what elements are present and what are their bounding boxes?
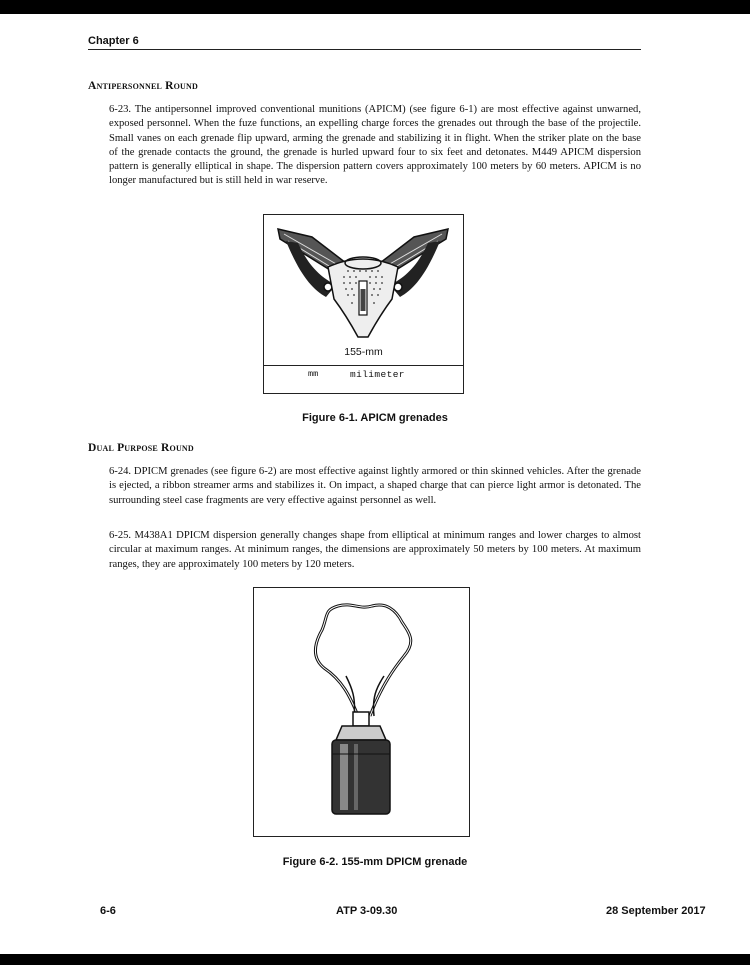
figure-6-1 <box>263 214 464 394</box>
paragraph-6-24: 6-24. DPICM grenades (see figure 6-2) are most effective against lightly armored or thin skinned vehicles. After the grenade is ejected, a ribbon streamer arms and stabilizes it. On impact, a shaped charge that can pierce light armor is detonated. The surrounding steel case fragments are very effective against personnel as well. <box>109 466 641 506</box>
legend-divider <box>264 365 463 366</box>
legend-abbreviation: mm <box>308 369 319 379</box>
paragraph-6-25: 6-25. M438A1 DPICM dispersion generally changes shape from elliptical at minimum ranges and lower charges to almost circular at maximum ranges. At minimum ranges, the dimensions are approximately 50 meters by 100 meters. At maximum ranges, they are approximately 100 meters by 120 meters. <box>109 530 641 570</box>
header-rule <box>88 49 641 50</box>
chapter-header: Chapter 6 <box>88 35 139 47</box>
top-border <box>0 0 750 14</box>
figure-6-2 <box>253 587 470 837</box>
page-number: 6-6 <box>100 905 116 917</box>
figure-6-1-caption: Figure 6-1. APICM grenades <box>302 412 448 424</box>
bottom-border <box>0 954 750 965</box>
figure-6-2-caption: Figure 6-2. 155-mm DPICM grenade <box>282 856 468 868</box>
paragraph-6-23: 6-23. The antipersonnel improved conventional munitions (APICM) (see figure 6-1) are most effective against unwarned, exposed personnel. When the fuze functions, an expelling charge forces the grenades out through the base of the projectile. Small vanes on each grenade flip upward, arming the grenade and stabilizing it in flight. When the striker plate on the base of the grenade contacts the ground, the grenade is hurled upward four to six feet and detonates. M449 APICM dispersion pattern is generally elliptical in shape. The dispersion pattern covers approximately 100 meters by 60 meters. APICM is no longer manufactured but is still held in war reserve. <box>109 104 641 187</box>
publication-date: 28 September 2017 <box>606 905 706 917</box>
dpicm-grenade-illustration <box>254 588 468 835</box>
section-heading-dual-purpose: Dual Purpose Round <box>88 442 194 454</box>
legend-meaning: milimeter <box>350 369 405 380</box>
caliber-label: 155-mm <box>344 346 383 358</box>
apicm-grenade-illustration <box>264 215 462 365</box>
publication-id: ATP 3-09.30 <box>336 905 398 917</box>
section-heading-antipersonnel: Antipersonnel Round <box>88 80 198 92</box>
